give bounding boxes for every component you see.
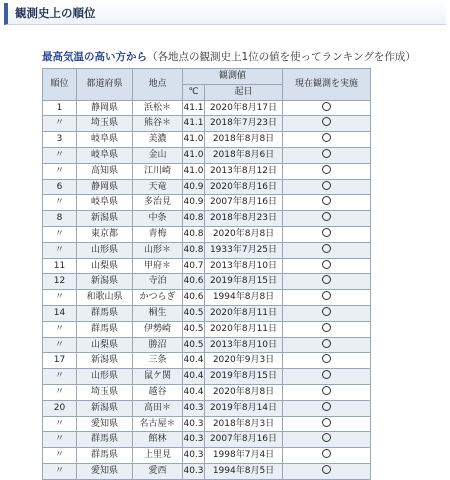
value-cell: 41.0 [183, 163, 205, 179]
rank-cell: 8 [43, 211, 77, 227]
place-cell: 甲府＊ [133, 258, 183, 274]
date-cell: 2007年8月16日 [205, 432, 283, 448]
current-cell [283, 116, 371, 132]
place-cell: 青梅 [133, 226, 183, 242]
col-date: 起日 [205, 84, 283, 100]
prefecture-cell: 岐阜県 [77, 195, 133, 211]
table-row [43, 416, 371, 432]
table-row [43, 353, 371, 369]
table-row [43, 369, 371, 385]
rank-cell: 〃 [43, 432, 77, 448]
value-cell: 40.9 [183, 179, 205, 195]
current-cell [283, 290, 371, 306]
current-cell [283, 258, 371, 274]
rank-cell: 20 [43, 400, 77, 416]
place-cell: 上里見 [133, 448, 183, 464]
col-observed: 観測値 [183, 69, 283, 85]
value-cell: 41.1 [183, 116, 205, 132]
ranking-caption [42, 50, 416, 64]
rank-cell: 〃 [43, 463, 77, 479]
value-cell: 40.4 [183, 384, 205, 400]
current-cell [283, 463, 371, 479]
rank-cell: 〃 [43, 321, 77, 337]
rank-cell: 〃 [43, 337, 77, 353]
date-cell: 2020年9月3日 [205, 353, 283, 369]
value-cell: 40.5 [183, 305, 205, 321]
current-cell [283, 400, 371, 416]
date-cell: 1994年8月5日 [205, 463, 283, 479]
place-cell: 熊谷＊ [133, 116, 183, 132]
date-cell: 2020年8月11日 [205, 305, 283, 321]
value-cell: 41.0 [183, 132, 205, 148]
prefecture-cell: 愛知県 [77, 463, 133, 479]
rank-cell: 〃 [43, 226, 77, 242]
current-cell [283, 384, 371, 400]
value-cell: 41.0 [183, 147, 205, 163]
value-cell: 41.1 [183, 100, 205, 116]
date-cell: 2018年8月3日 [205, 416, 283, 432]
value-cell: 40.3 [183, 416, 205, 432]
date-cell: 1998年7月4日 [205, 448, 283, 464]
prefecture-cell: 山形県 [77, 369, 133, 385]
circle-icon [322, 339, 331, 348]
ranking-table [42, 68, 371, 480]
current-cell [283, 163, 371, 179]
table-row [43, 163, 371, 179]
rank-cell: 〃 [43, 416, 77, 432]
table-row [43, 274, 371, 290]
place-cell: 金山 [133, 147, 183, 163]
current-cell [283, 321, 371, 337]
date-cell: 2018年8月23日 [205, 211, 283, 227]
prefecture-cell: 山梨県 [77, 258, 133, 274]
value-cell: 40.3 [183, 463, 205, 479]
table-row [43, 100, 371, 116]
table-row [43, 195, 371, 211]
rank-cell: 〃 [43, 116, 77, 132]
current-cell [283, 179, 371, 195]
table-row [43, 400, 371, 416]
place-cell: 桐生 [133, 305, 183, 321]
value-cell: 40.9 [183, 195, 205, 211]
date-cell: 2013年8月12日 [205, 163, 283, 179]
place-cell: 愛西 [133, 463, 183, 479]
current-cell [283, 416, 371, 432]
place-cell: 中条 [133, 211, 183, 227]
prefecture-cell: 埼玉県 [77, 116, 133, 132]
value-cell: 40.6 [183, 290, 205, 306]
table-row [43, 463, 371, 479]
table-row [43, 116, 371, 132]
circle-icon [322, 386, 331, 395]
current-cell [283, 100, 371, 116]
place-cell: 伊勢崎 [133, 321, 183, 337]
date-cell: 1933年7月25日 [205, 242, 283, 258]
current-cell [283, 242, 371, 258]
value-cell: 40.5 [183, 337, 205, 353]
value-cell: 40.8 [183, 226, 205, 242]
table-row [43, 305, 371, 321]
caption-note: （各地点の観測史上1位の値を使ってランキングを作成） [147, 51, 416, 63]
date-cell: 2019年8月15日 [205, 274, 283, 290]
date-cell: 2020年8月16日 [205, 179, 283, 195]
rank-cell: 〃 [43, 147, 77, 163]
circle-icon [322, 465, 331, 474]
date-cell: 2007年8月16日 [205, 195, 283, 211]
place-cell: 美濃 [133, 132, 183, 148]
date-cell: 2013年8月10日 [205, 258, 283, 274]
col-place: 地点 [133, 69, 183, 101]
circle-icon [322, 370, 331, 379]
col-current: 現在観測を実施 [283, 69, 371, 101]
circle-icon [322, 102, 331, 111]
value-cell: 40.8 [183, 211, 205, 227]
prefecture-cell: 岐阜県 [77, 147, 133, 163]
current-cell [283, 432, 371, 448]
circle-icon [322, 165, 331, 174]
current-cell [283, 195, 371, 211]
place-cell: 館林 [133, 432, 183, 448]
date-cell: 2020年8月8日 [205, 384, 283, 400]
prefecture-cell: 静岡県 [77, 100, 133, 116]
table-row [43, 321, 371, 337]
prefecture-cell: 東京都 [77, 226, 133, 242]
circle-icon [322, 433, 331, 442]
table-row [43, 147, 371, 163]
circle-icon [322, 354, 331, 363]
value-cell: 40.5 [183, 321, 205, 337]
date-cell: 2019年8月15日 [205, 369, 283, 385]
section-heading: 観測史上の順位 [4, 3, 446, 25]
place-cell: 鼠ケ関 [133, 369, 183, 385]
prefecture-cell: 群馬県 [77, 321, 133, 337]
value-cell: 40.4 [183, 353, 205, 369]
prefecture-cell: 山梨県 [77, 337, 133, 353]
value-cell: 40.6 [183, 274, 205, 290]
place-cell: 寺泊 [133, 274, 183, 290]
table-row [43, 132, 371, 148]
circle-icon [322, 181, 331, 190]
place-cell: 多治見 [133, 195, 183, 211]
value-cell: 40.3 [183, 432, 205, 448]
rank-cell: 〃 [43, 242, 77, 258]
value-cell: 40.3 [183, 448, 205, 464]
prefecture-cell: 高知県 [77, 163, 133, 179]
date-cell: 2018年7月23日 [205, 116, 283, 132]
rank-cell: 〃 [43, 290, 77, 306]
place-cell: 勝沼 [133, 337, 183, 353]
prefecture-cell: 群馬県 [77, 432, 133, 448]
col-unit: ℃ [183, 84, 205, 100]
current-cell [283, 305, 371, 321]
circle-icon [322, 212, 331, 221]
date-cell: 2013年8月10日 [205, 337, 283, 353]
date-cell: 2020年8月11日 [205, 321, 283, 337]
col-rank: 順位 [43, 69, 77, 101]
table-row [43, 337, 371, 353]
rank-cell: 12 [43, 274, 77, 290]
prefecture-cell: 新潟県 [77, 400, 133, 416]
current-cell [283, 226, 371, 242]
circle-icon [322, 275, 331, 284]
current-cell [283, 337, 371, 353]
current-cell [283, 369, 371, 385]
date-cell: 1994年8月8日 [205, 290, 283, 306]
rank-cell: 〃 [43, 195, 77, 211]
table-row [43, 290, 371, 306]
table-row [43, 258, 371, 274]
circle-icon [322, 244, 331, 253]
table-row [43, 179, 371, 195]
place-cell: 名古屋＊ [133, 416, 183, 432]
current-cell [283, 274, 371, 290]
place-cell: 浜松＊ [133, 100, 183, 116]
place-cell: かつらぎ [133, 290, 183, 306]
prefecture-cell: 岐阜県 [77, 132, 133, 148]
current-cell [283, 132, 371, 148]
place-cell: 江川崎 [133, 163, 183, 179]
current-cell [283, 211, 371, 227]
circle-icon [322, 323, 331, 332]
circle-icon [322, 117, 331, 126]
rank-cell: 14 [43, 305, 77, 321]
prefecture-cell: 新潟県 [77, 353, 133, 369]
rank-cell: 6 [43, 179, 77, 195]
value-cell: 40.7 [183, 258, 205, 274]
ranking-body [43, 100, 371, 479]
circle-icon [322, 260, 331, 269]
rank-cell: 〃 [43, 369, 77, 385]
prefecture-cell: 和歌山県 [77, 290, 133, 306]
prefecture-cell: 静岡県 [77, 179, 133, 195]
prefecture-cell: 愛知県 [77, 416, 133, 432]
place-cell: 高田＊ [133, 400, 183, 416]
value-cell: 40.4 [183, 369, 205, 385]
circle-icon [322, 196, 331, 205]
rank-cell: 11 [43, 258, 77, 274]
circle-icon [322, 418, 331, 427]
circle-icon [322, 228, 331, 237]
table-row [43, 226, 371, 242]
rank-cell: 17 [43, 353, 77, 369]
table-row [43, 448, 371, 464]
circle-icon [322, 149, 331, 158]
circle-icon [322, 307, 331, 316]
place-cell: 天竜 [133, 179, 183, 195]
place-cell: 越谷 [133, 384, 183, 400]
prefecture-cell: 埼玉県 [77, 384, 133, 400]
rank-cell: 1 [43, 100, 77, 116]
date-cell: 2018年8月6日 [205, 147, 283, 163]
circle-icon [322, 402, 331, 411]
circle-icon [322, 133, 331, 142]
circle-icon [322, 449, 331, 458]
date-cell: 2018年8月8日 [205, 132, 283, 148]
current-cell [283, 147, 371, 163]
prefecture-cell: 新潟県 [77, 274, 133, 290]
rank-cell: 〃 [43, 448, 77, 464]
table-row [43, 384, 371, 400]
table-row [43, 211, 371, 227]
date-cell: 2020年8月17日 [205, 100, 283, 116]
rank-cell: 〃 [43, 384, 77, 400]
current-cell [283, 448, 371, 464]
col-prefecture: 都道府県 [77, 69, 133, 101]
place-cell: 山形＊ [133, 242, 183, 258]
prefecture-cell: 群馬県 [77, 448, 133, 464]
prefecture-cell: 新潟県 [77, 211, 133, 227]
value-cell: 40.8 [183, 242, 205, 258]
prefecture-cell: 山形県 [77, 242, 133, 258]
date-cell: 2019年8月14日 [205, 400, 283, 416]
value-cell: 40.3 [183, 400, 205, 416]
rank-cell: 3 [43, 132, 77, 148]
caption-strong: 最高気温の高い方から [42, 51, 147, 63]
table-row [43, 432, 371, 448]
current-cell [283, 353, 371, 369]
table-row [43, 242, 371, 258]
rank-cell: 〃 [43, 163, 77, 179]
place-cell: 三条 [133, 353, 183, 369]
circle-icon [322, 291, 331, 300]
date-cell: 2020年8月8日 [205, 226, 283, 242]
prefecture-cell: 群馬県 [77, 305, 133, 321]
